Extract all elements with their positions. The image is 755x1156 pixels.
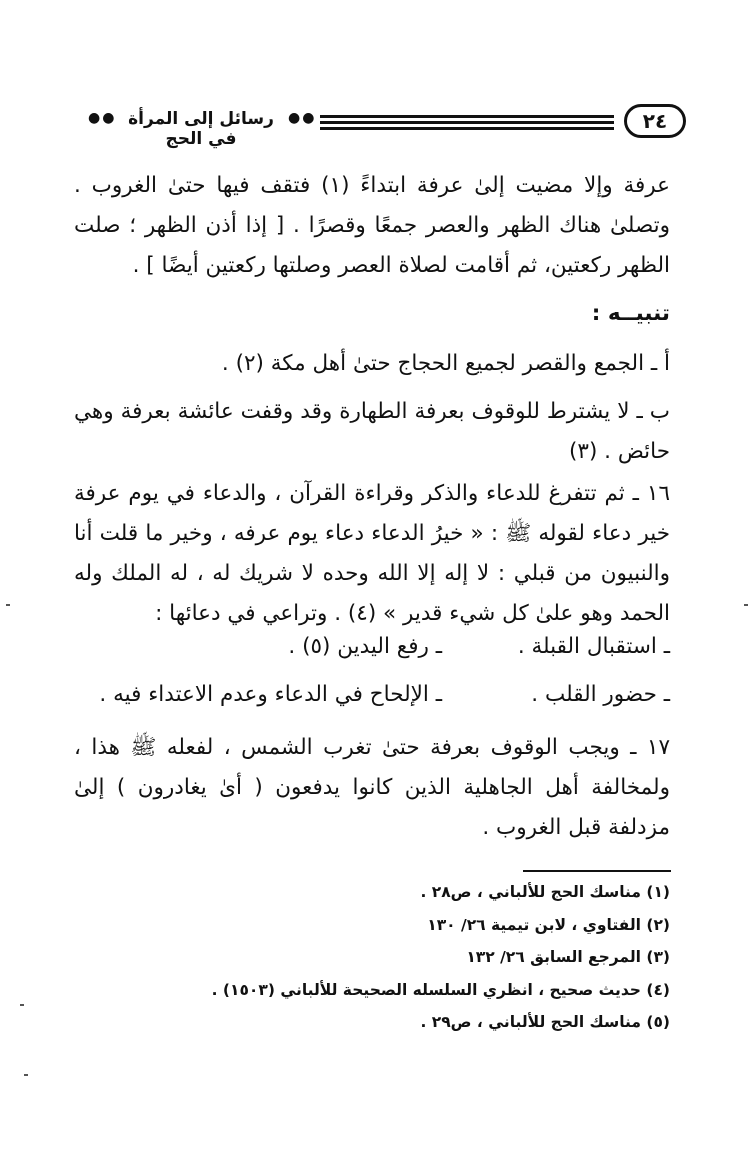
footnote: (٤) حديث صحيح ، انظري السلسله الصحيحة للألباني (١٥٠٣) . [211, 980, 670, 999]
paragraph-17: ١٧ ـ ويجب الوقوف بعرفة حتىٰ تغرب الشمس ، لفعله ﷺ هذا ، ولمخالفة أهل الجاهلية الذين كانوا يدفعون ( أىٰ يغادرون ) إلىٰ مزدلفة قبل الغروب . [74, 735, 670, 840]
page-header [88, 104, 686, 149]
header-rule [320, 121, 614, 124]
footnote: (١) مناسك الحج للألباني ، ص٢٨ . [420, 883, 670, 901]
list-item: ـ رفع اليدين (٥) . [288, 634, 442, 659]
point-a: أ ـ الجمع والقصر لجميع الحجاج حتىٰ أهل مكة (٢) . [221, 351, 670, 376]
page-number: ٢٤ [624, 104, 686, 138]
scan-mark [6, 604, 10, 606]
point-b: ب ـ لا يشترط للوقوف بعرفة الطهارة وقد وقفت عائشة بعرفة وهي حائض . (٣) [74, 399, 670, 464]
list-row [74, 682, 670, 722]
notice-heading: تنبيــه : [591, 301, 670, 326]
footnote: (٣) المرجع السابق ٢٦/ ١٣٢ [466, 948, 670, 966]
scan-mark [20, 1004, 24, 1006]
list-item: ـ استقبال القبلة . [517, 634, 670, 659]
footnotes [74, 876, 670, 1039]
list-item: ـ حضور القلب . [531, 682, 670, 707]
footnote: (٢) الفتاوي ، لابن تيمية ٢٦/ ١٣٠ [427, 915, 670, 934]
footnote-separator [523, 870, 671, 872]
scan-mark [24, 1074, 28, 1076]
footnote: (٥) مناسك الحج للألباني ، ص٢٩ . [420, 1013, 670, 1031]
paragraph: عرفة وإلا مضيت إلىٰ عرفة ابتداءً (١) فتقف فيها حتىٰ الغروب . وتصلىٰ هناك الظهر والعصر جمعًا وقصرًا . [ إذا أذن الظهر ؛ صلت الظهر ركعتين، ثم أقامت لصلاة العصر وصلتها ركعتين أيضًا ] . [74, 173, 670, 278]
ornament-dots: ●● [88, 110, 117, 126]
ornament-dots: ●● [288, 110, 317, 126]
header-rule [320, 127, 614, 130]
running-title: رسائل إلى المرأة في الحج [128, 109, 274, 149]
scan-mark [744, 604, 748, 606]
list-row [74, 634, 670, 674]
list-item: ـ الإلحاح في الدعاء وعدم الاعتداء فيه . [99, 682, 442, 707]
header-rule [320, 115, 614, 118]
paragraph-16: ١٦ ـ ثم تتفرغ للدعاء والذكر وقراءة القرآن ، والدعاء في يوم عرفة خير دعاء لقوله ﷺ : « خيرُ الدعاء دعاء يوم عرفه ، وخير ما قلت أنا والنبيون من قبلي : لا إله إلا الله وحده لا شريك له ، له الملك وله الحمد وهو علىٰ كل شيء قدير » (٤) . وتراعي في دعائها : [74, 481, 670, 626]
